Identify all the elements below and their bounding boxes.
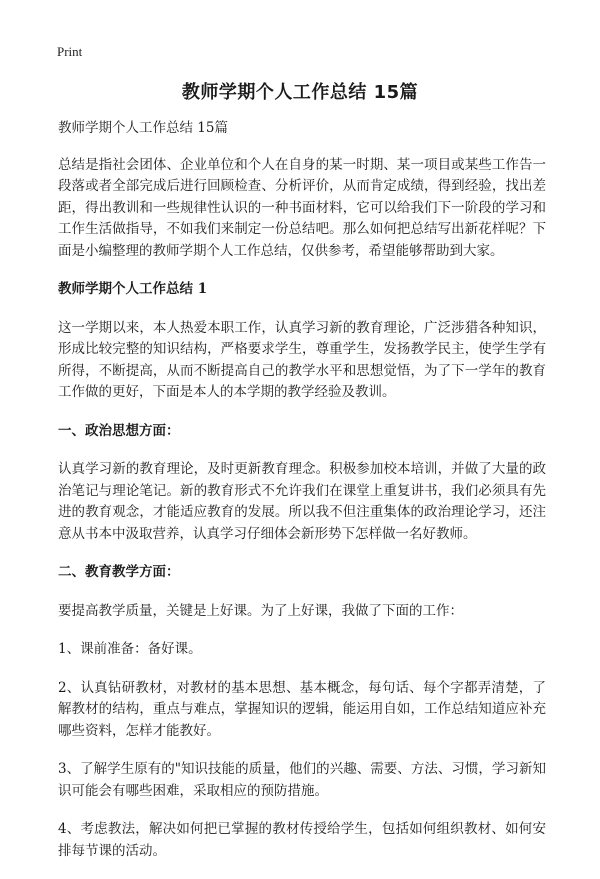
list-item-3: 3、了解学生原有的"知识技能的质量，他们的兴趣、需要、方法、习惯，学习新知识可能会有哪些困难，采取相应的预防措施。 <box>58 761 546 799</box>
list-item-2: 2、认真钻研教材，对教材的基本思想、基本概念，每句话、每个字都弄清楚，了解教材的结构，重点与难点，掌握知识的逻辑，能运用自如，工作总结知道应补充哪些资料，怎样才能教好。 <box>58 679 546 739</box>
page-title: 教师学期个人工作总结 15篇 <box>181 82 419 103</box>
teaching-intro: 要提高教学质量，关键是上好课。为了上好课，我做了下面的工作： <box>58 602 463 619</box>
politics-paragraph: 认真学习新的教育理论，及时更新教育理念。积极参加校本培训，并做了大量的政治笔记与理论笔记。新的教育形式不允许我们在课堂上重复讲书，我们必须具有先进的教育观念，才能适应教育的发展。所以我不但注重集体的政治理论学习，还注意从书本中汲取营养，认真学习仔细体会新形势下怎样做一名好教师。 <box>58 461 546 542</box>
print-link[interactable]: Print <box>57 44 83 59</box>
document-body <box>58 118 546 879</box>
section1-paragraph: 这一学期以来，本人热爱本职工作，认真学习新的教育理论，广泛涉猎各种知识，形成比较完整的知识结构，严格要求学生，尊重学生，发扬教学民主，使学生学有所得，不断提高，从而不断提高自己的教学水平和思想觉悟，为了下一学年的教育工作做的更好，下面是本人的本学期的教学经验及教训。 <box>58 319 546 400</box>
document-subtitle: 教师学期个人工作总结 15篇 <box>58 120 228 136</box>
list-item-1: 1、课前准备：备好课。 <box>58 641 202 657</box>
list-item-4: 4、考虑教法，解决如何把已掌握的教材传授给学生，包括如何组织教材、如何安排每节课的活动。 <box>58 821 546 859</box>
intro-paragraph: 总结是指社会团体、企业单位和个人在自身的某一时期、某一项目或某些工作告一段落或者全部完成后进行回顾检查、分析评价，从而肯定成绩，得到经验，找出差距，得出教训和一些规律性认识的一种书面材料，它可以给我们下一阶段的学习和工作生活做指导，不如我们来制定一份总结吧。那么如何把总结写出新花样呢？下面是小编整理的教师学期个人工作总结，仅供参考，希望能够帮助到大家。 <box>58 156 546 259</box>
teaching-heading: 二、教育教学方面： <box>58 564 180 580</box>
section1-heading: 教师学期个人工作总结 1 <box>58 281 208 297</box>
politics-heading: 一、政治思想方面： <box>58 422 180 439</box>
